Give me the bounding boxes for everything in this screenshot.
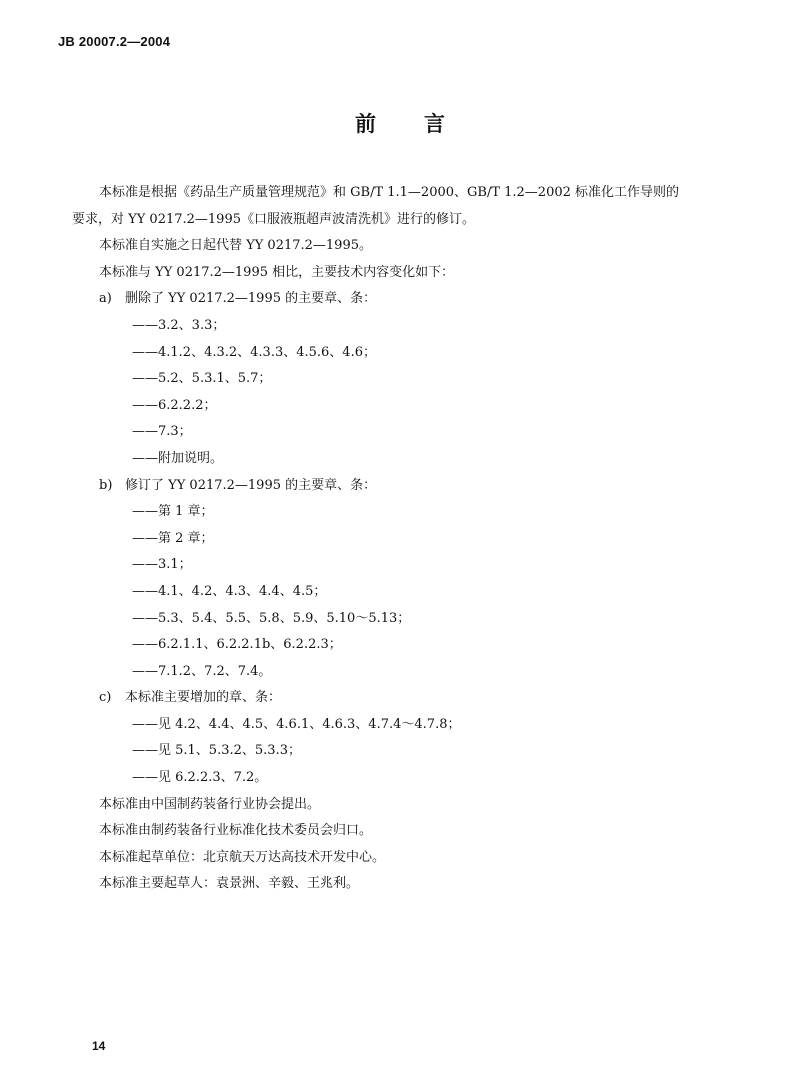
sub-item: ——附加说明。 — [132, 450, 224, 466]
sub-item: ——见 6.2.2.3、7.2。 — [132, 770, 268, 786]
list-item-text: 删除了 YY 0217.2—1995 的主要章、条： — [125, 291, 377, 307]
paragraph-basis-line-1: 本标准是根据《药品生产质量管理规范》和 GB/T 1.1—2000、GB/T 1.2—2002 标准化工作导则的 — [99, 185, 680, 200]
sub-item: ——7.3； — [132, 424, 192, 440]
paragraph-drafters: 本标准主要起草人：袁景洲、辛毅、王兆利。 — [99, 876, 360, 892]
paragraph-proposer: 本标准由中国制药装备行业协会提出。 — [99, 796, 321, 812]
list-item-text: 本标准主要增加的章、条： — [125, 690, 282, 706]
list-item-revised — [72, 473, 752, 500]
list-item-added — [72, 685, 752, 712]
list-marker: c) — [99, 690, 112, 706]
page-title — [0, 108, 800, 138]
sub-item: ——见 5.1、5.3.2、5.3.3； — [132, 743, 301, 759]
sub-item: ——3.1； — [132, 557, 192, 573]
page-number: 14 — [92, 1039, 106, 1053]
sub-item: ——4.1、4.2、4.3、4.4、4.5； — [132, 583, 327, 599]
paragraph-drafting-unit: 本标准起草单位：北京航天万达高技术开发中心。 — [99, 849, 386, 865]
standard-code: JB 20007.2—2004 — [58, 34, 171, 49]
paragraph-basis-line-2: 要求，对 YY 0217.2—1995《口服液瓶超声波清洗机》进行的修订。 — [72, 211, 476, 227]
list-item-deleted — [72, 286, 752, 313]
page-title-char-1: 前 — [355, 111, 376, 136]
list-marker: a) — [99, 291, 112, 307]
page-title-char-2: 言 — [424, 111, 445, 136]
sub-item: ——6.2.2.2； — [132, 397, 217, 413]
preface-body — [72, 180, 752, 898]
paragraph-administrator: 本标准由制药装备行业标准化技术委员会归口。 — [99, 823, 373, 839]
sub-item: ——5.3、5.4、5.5、5.8、5.9、5.10～5.13； — [132, 610, 411, 626]
sub-item: ——6.2.1.1、6.2.2.1b、6.2.2.3； — [132, 637, 342, 653]
sub-item: ——4.1.2、4.3.2、4.3.3、4.5.6、4.6； — [132, 344, 376, 360]
sub-item: ——第 2 章； — [132, 530, 214, 546]
list-marker: b) — [99, 477, 113, 493]
sub-item: ——3.2、3.3； — [132, 317, 226, 333]
list-item-text: 修订了 YY 0217.2—1995 的主要章、条： — [125, 477, 377, 493]
sub-item: ——见 4.2、4.4、4.5、4.6.1、4.6.3、4.7.4～4.7.8； — [132, 716, 461, 732]
paragraph-replacement: 本标准自实施之日起代替 YY 0217.2—1995。 — [99, 238, 373, 254]
sub-item: ——7.1.2、7.2、7.4。 — [132, 663, 272, 679]
sub-item: ——5.2、5.3.1、5.7； — [132, 371, 272, 387]
sub-item: ——第 1 章； — [132, 504, 214, 520]
paragraph-changes-intro: 本标准与 YY 0217.2—1995 相比，主要技术内容变化如下： — [99, 264, 455, 280]
